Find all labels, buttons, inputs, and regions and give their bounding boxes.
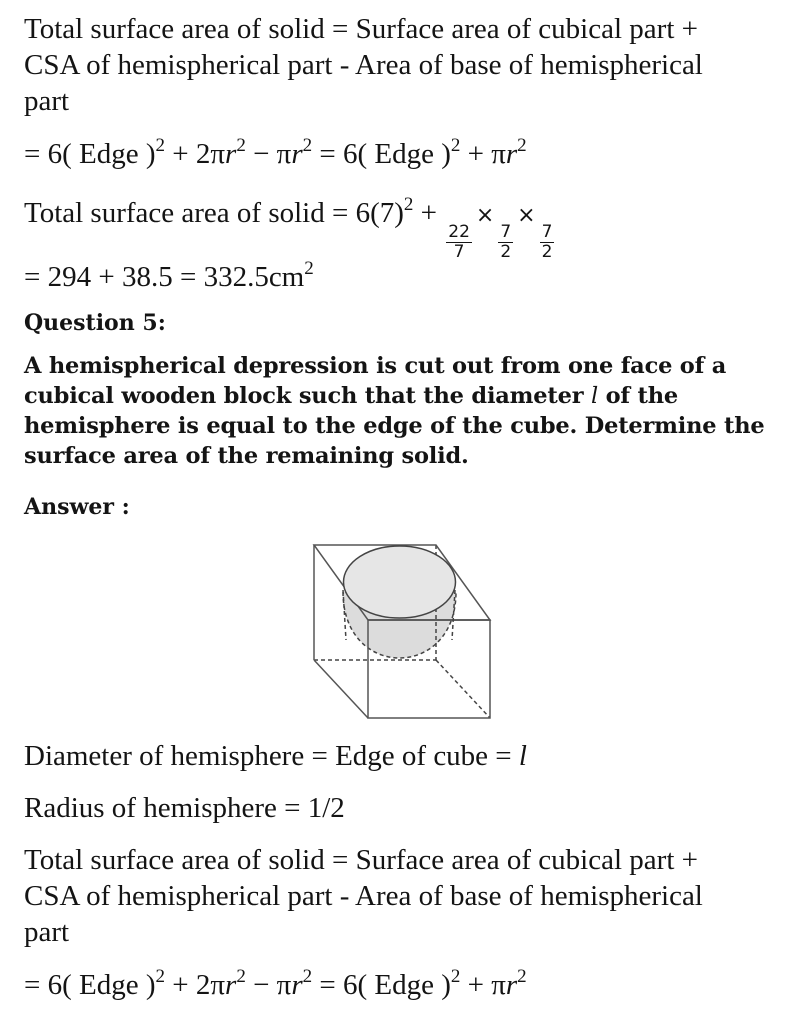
substitution-line: Total surface area of solid = $6(7)^2$ + $\frac{22}{7}$ × $\frac{7}{2}$ × $\frac{7}{2}$ (24, 194, 553, 262)
answer-label: Answer : (24, 494, 130, 520)
fraction-22-7: $\frac{22}{7}$ (448, 222, 470, 262)
question-text: A hemispherical depression is cut out from one face of a cubical wooden block such that the diameter l of the hemisphere is equal to the edge of the cube. Determine the surface area of the remaining solid. (24, 353, 765, 469)
fraction-7-2-a: $\frac{7}{2}$ (500, 222, 512, 262)
hemisphere-opening (344, 546, 456, 618)
diameter-line: Diameter of hemisphere = Edge of cube = l (24, 740, 527, 772)
cube-hemisphere-diagram (286, 530, 508, 728)
result-line: = $294 + 38.5 = 332.5cm^2$ (24, 258, 314, 293)
formula-line-1: = 6( Edge )$^2 + 2\pi r^2 - \pi r^2 = 6$( Edge )$^2 + \pi r^2$ (24, 135, 527, 170)
cube-hemisphere-figure (286, 530, 508, 728)
formula-line-2: = 6( Edge )$^2 + 2\pi r^2 - \pi r^2 = 6$( Edge )$^2 + \pi r^2$ (24, 966, 527, 1001)
radius-line: Radius of hemisphere = 1/2 (24, 792, 345, 824)
question-heading: Question 5: (24, 310, 166, 336)
tsa-statement-1: Total surface area of solid = Surface area of cubical part + CSA of hemispherical part - Area of base of hemispherical part (24, 13, 703, 117)
fraction-7-2-b: $\frac{7}{2}$ (541, 222, 553, 262)
tsa-statement-2: Total surface area of solid = Surface area of cubical part + CSA of hemispherical part - Area of base of hemispherical part (24, 844, 703, 948)
